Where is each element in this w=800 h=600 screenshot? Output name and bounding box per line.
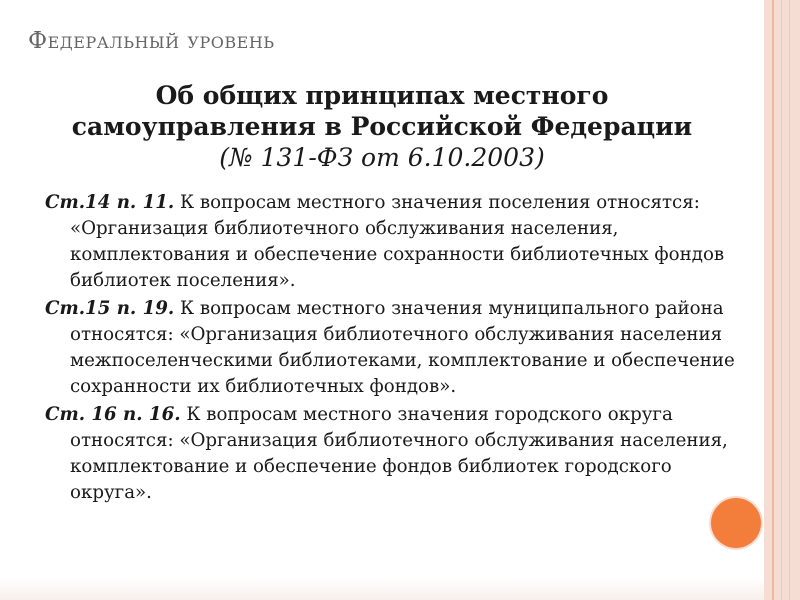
article-paragraph bbox=[45, 402, 757, 506]
heading-law-reference: (№ 131-ФЗ от 6.10.2003) bbox=[219, 143, 545, 172]
article-ref: Ст. 16 п. 16. bbox=[45, 404, 181, 425]
border-line bbox=[789, 0, 790, 600]
heading-line-1: Об общих принципах местного bbox=[155, 81, 609, 110]
article-ref: Ст.14 п. 11. bbox=[45, 192, 175, 213]
body-text bbox=[45, 190, 757, 508]
border-line bbox=[781, 0, 782, 600]
heading-line-2: самоуправления в Российской Федерации bbox=[71, 112, 693, 141]
article-text: К вопросам местного значения муниципального района относятся: «Организация библиотечного обслуживания населения межпоселенческими библиотеками, комплектование и обеспечение сохранности их библиотечных фондов». bbox=[70, 298, 735, 397]
article-ref: Ст.15 п. 19. bbox=[45, 298, 175, 319]
bottom-shade bbox=[0, 578, 764, 600]
border-line bbox=[772, 0, 774, 600]
article-text: К вопросам местного значения поселения относятся: «Организация библиотечного обслуживания населения, комплектования и обеспечение сохранности библиотечных фондов библиотек поселения». bbox=[70, 192, 725, 291]
right-decorative-border bbox=[764, 0, 800, 600]
article-text: К вопросам местного значения городского округа относятся: «Организация библиотечного обслуживания населения, комплектование и обеспечение фондов библиотек городского округа». bbox=[70, 404, 728, 503]
article-paragraph bbox=[45, 296, 757, 400]
slide-heading bbox=[0, 80, 764, 173]
article-paragraph bbox=[45, 190, 757, 294]
section-title: Федеральный уровень bbox=[28, 28, 275, 54]
